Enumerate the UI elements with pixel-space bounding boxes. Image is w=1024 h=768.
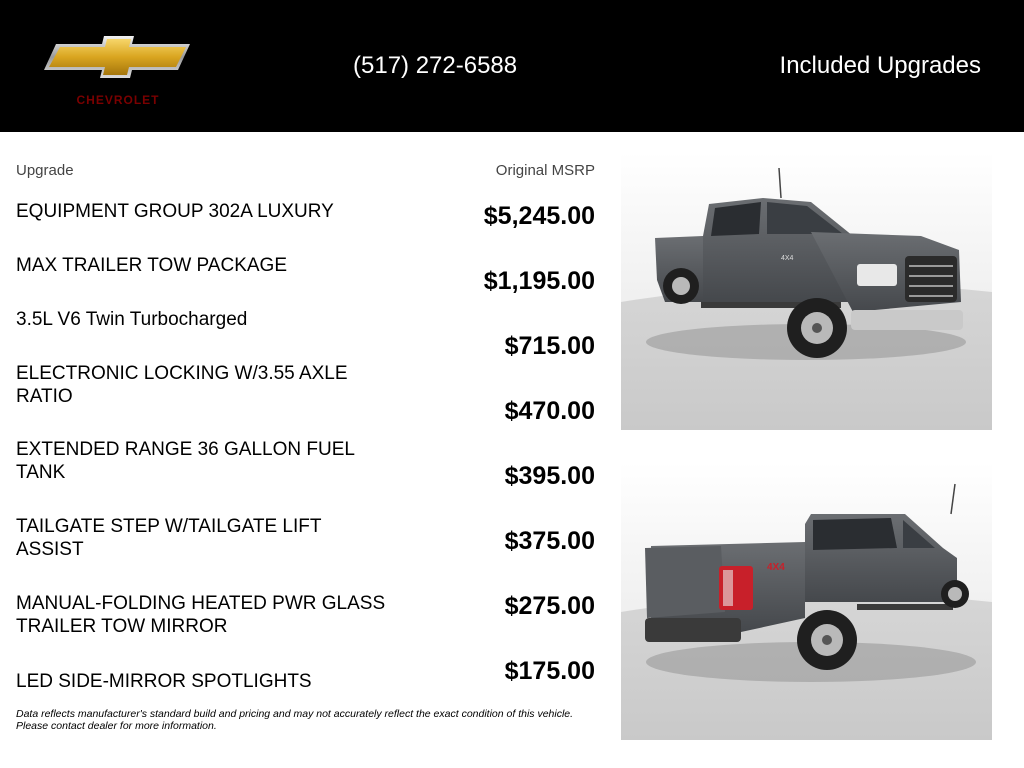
disclaimer-line: Please contact dealer for more information. <box>16 720 217 732</box>
upgrade-name: LED SIDE-MIRROR SPOTLIGHTS <box>16 671 312 692</box>
upgrade-price: $5,245.00 <box>483 202 595 230</box>
column-header-msrp: Original MSRP <box>495 162 595 179</box>
bowtie-icon <box>42 32 194 112</box>
upgrade-price: $375.00 <box>504 527 595 555</box>
upgrade-price: $715.00 <box>504 332 595 360</box>
truck-photo-rear[interactable] <box>621 462 992 740</box>
brand-wordmark: CHEVROLET <box>76 93 160 107</box>
upgrade-price: $175.00 <box>504 657 595 685</box>
truck-badge: 4X4 <box>781 255 794 262</box>
upgrade-name: MAX TRAILER TOW PACKAGE <box>16 255 287 276</box>
disclaimer <box>16 708 606 732</box>
column-header-upgrade: Upgrade <box>16 162 74 179</box>
upgrade-name: EXTENDED RANGE 36 GALLON FUEL TANK <box>16 439 355 483</box>
header-bar <box>0 0 1024 132</box>
upgrade-name: 3.5L V6 Twin Turbocharged <box>16 309 248 330</box>
page-title: Included Upgrades <box>779 52 981 79</box>
upgrade-price: $395.00 <box>504 462 595 490</box>
upgrade-price: $275.00 <box>504 592 595 620</box>
truck-badge: 4X4 <box>767 562 785 573</box>
dealer-phone[interactable]: (517) 272-6588 <box>353 52 518 79</box>
upgrade-price: $470.00 <box>504 397 595 425</box>
truck-photo-front[interactable] <box>621 152 992 430</box>
disclaimer-line: Data reflects manufacturer's standard build and pricing and may not accurately reflect the exact condition of this vehicle. <box>16 708 574 720</box>
upgrade-name: ELECTRONIC LOCKING W/3.55 AXLE RATIO <box>16 363 348 407</box>
upgrade-name: EQUIPMENT GROUP 302A LUXURY <box>16 201 334 222</box>
upgrade-name: TAILGATE STEP W/TAILGATE LIFT ASSIST <box>16 516 322 560</box>
chevrolet-logo[interactable] <box>42 32 194 112</box>
upgrade-price: $1,195.00 <box>483 267 595 295</box>
upgrade-name: MANUAL-FOLDING HEATED PWR GLASS TRAILER TOW MIRROR <box>16 593 386 637</box>
